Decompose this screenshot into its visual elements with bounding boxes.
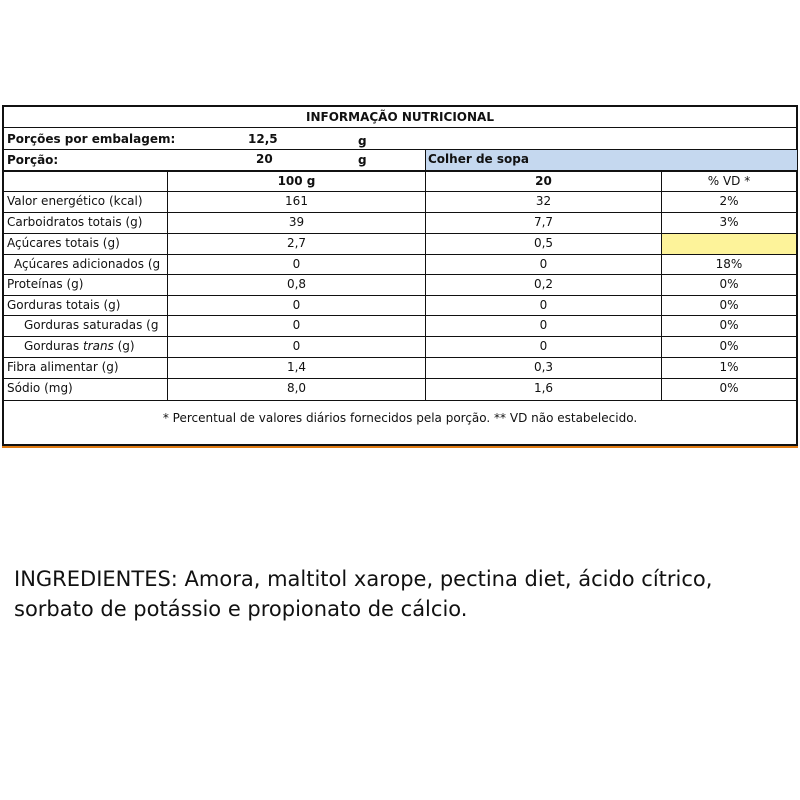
- row-value-vd: 0%: [719, 298, 739, 312]
- porcao-row: [4, 150, 796, 172]
- row-value-vd-highlight: [662, 234, 796, 254]
- row-label: Gorduras totais (g): [4, 296, 168, 315]
- table-row: [4, 379, 796, 400]
- table-row: [4, 234, 796, 255]
- row-label-unit: (g): [113, 339, 135, 353]
- row-value-20: 0: [426, 316, 662, 336]
- table-title-row: [4, 107, 796, 128]
- row-label-trans: trans: [82, 339, 114, 353]
- row-value-vd: 3%: [719, 215, 739, 229]
- row-value-vd: 0%: [719, 318, 739, 332]
- table-row: [4, 192, 796, 213]
- row-value-vd: 0%: [719, 339, 739, 353]
- row-label: Proteínas (g): [4, 275, 168, 295]
- row-value-20: 7,7: [426, 213, 662, 233]
- row-value-20: 0,2: [426, 275, 662, 295]
- orange-divider: [2, 446, 798, 448]
- header-100g: 100 g: [168, 172, 426, 191]
- row-label: Fibra alimentar (g): [4, 358, 168, 378]
- row-label: [4, 337, 168, 357]
- column-header-row: [4, 172, 796, 192]
- row-value-20: 0,3: [426, 358, 662, 378]
- row-value-100g: 161: [168, 192, 426, 212]
- row-value-100g: 0: [168, 337, 426, 357]
- porcao-label: Porção:: [7, 153, 59, 167]
- porcao-measure: Colher de sopa: [428, 152, 529, 166]
- row-label: Carboidratos totais (g): [4, 213, 168, 233]
- row-value-vd: 1%: [719, 360, 739, 374]
- row-value-vd: 18%: [715, 257, 743, 271]
- table-row: [4, 316, 796, 337]
- row-value-100g: 0: [168, 255, 426, 274]
- row-value-100g: 1,4: [168, 358, 426, 378]
- row-label: Gorduras saturadas (g: [4, 316, 168, 336]
- table-title: INFORMAÇÃO NUTRICIONAL: [306, 110, 494, 124]
- row-value-20: 0: [426, 255, 662, 274]
- row-label: Sódio (mg): [4, 379, 168, 400]
- footnote-row: [4, 400, 796, 445]
- row-label: Açúcares adicionados (g: [4, 255, 168, 274]
- row-value-100g: 8,0: [168, 379, 426, 400]
- header-20: 20: [426, 172, 662, 191]
- row-value-20: 0,5: [426, 234, 662, 254]
- table-row: [4, 213, 796, 234]
- row-value-20: 0: [426, 296, 662, 315]
- row-value-20: 0: [426, 337, 662, 357]
- row-value-20: 32: [426, 192, 662, 212]
- row-value-100g: 0,8: [168, 275, 426, 295]
- table-row: [4, 358, 796, 379]
- row-label-part: Gorduras: [24, 339, 83, 353]
- ingredients-text: INGREDIENTES: Amora, maltitol xarope, pectina diet, ácido cítrico, sorbato de potássio e propionato de cálcio.: [14, 567, 713, 621]
- header-vd: % VD *: [707, 174, 751, 188]
- row-value-100g: 2,7: [168, 234, 426, 254]
- table-row: [4, 296, 796, 316]
- header-blank: [4, 172, 168, 191]
- table-row: [4, 275, 796, 296]
- row-value-20: 1,6: [426, 379, 662, 400]
- porcoes-label: Porções por embalagem:: [7, 132, 176, 146]
- porcao-unit: g: [358, 153, 367, 167]
- row-value-vd: 0%: [719, 277, 739, 291]
- row-label: Valor energético (kcal): [4, 192, 168, 212]
- row-label: Açúcares totais (g): [4, 234, 168, 254]
- porcoes-row: [4, 128, 796, 150]
- row-value-100g: 0: [168, 316, 426, 336]
- row-value-100g: 39: [168, 213, 426, 233]
- row-value-100g: 0: [168, 296, 426, 315]
- porcoes-value: 12,5: [248, 132, 278, 146]
- table-row: [4, 337, 796, 358]
- table-row: [4, 255, 796, 275]
- porcoes-unit: g: [358, 134, 367, 148]
- row-value-vd: 2%: [719, 194, 739, 208]
- porcao-value: 20: [256, 152, 273, 166]
- nutrition-table: [2, 105, 798, 446]
- row-value-vd: 0%: [719, 381, 739, 395]
- footnote: * Percentual de valores diários fornecidos pela porção. ** VD não estabelecido.: [162, 411, 638, 425]
